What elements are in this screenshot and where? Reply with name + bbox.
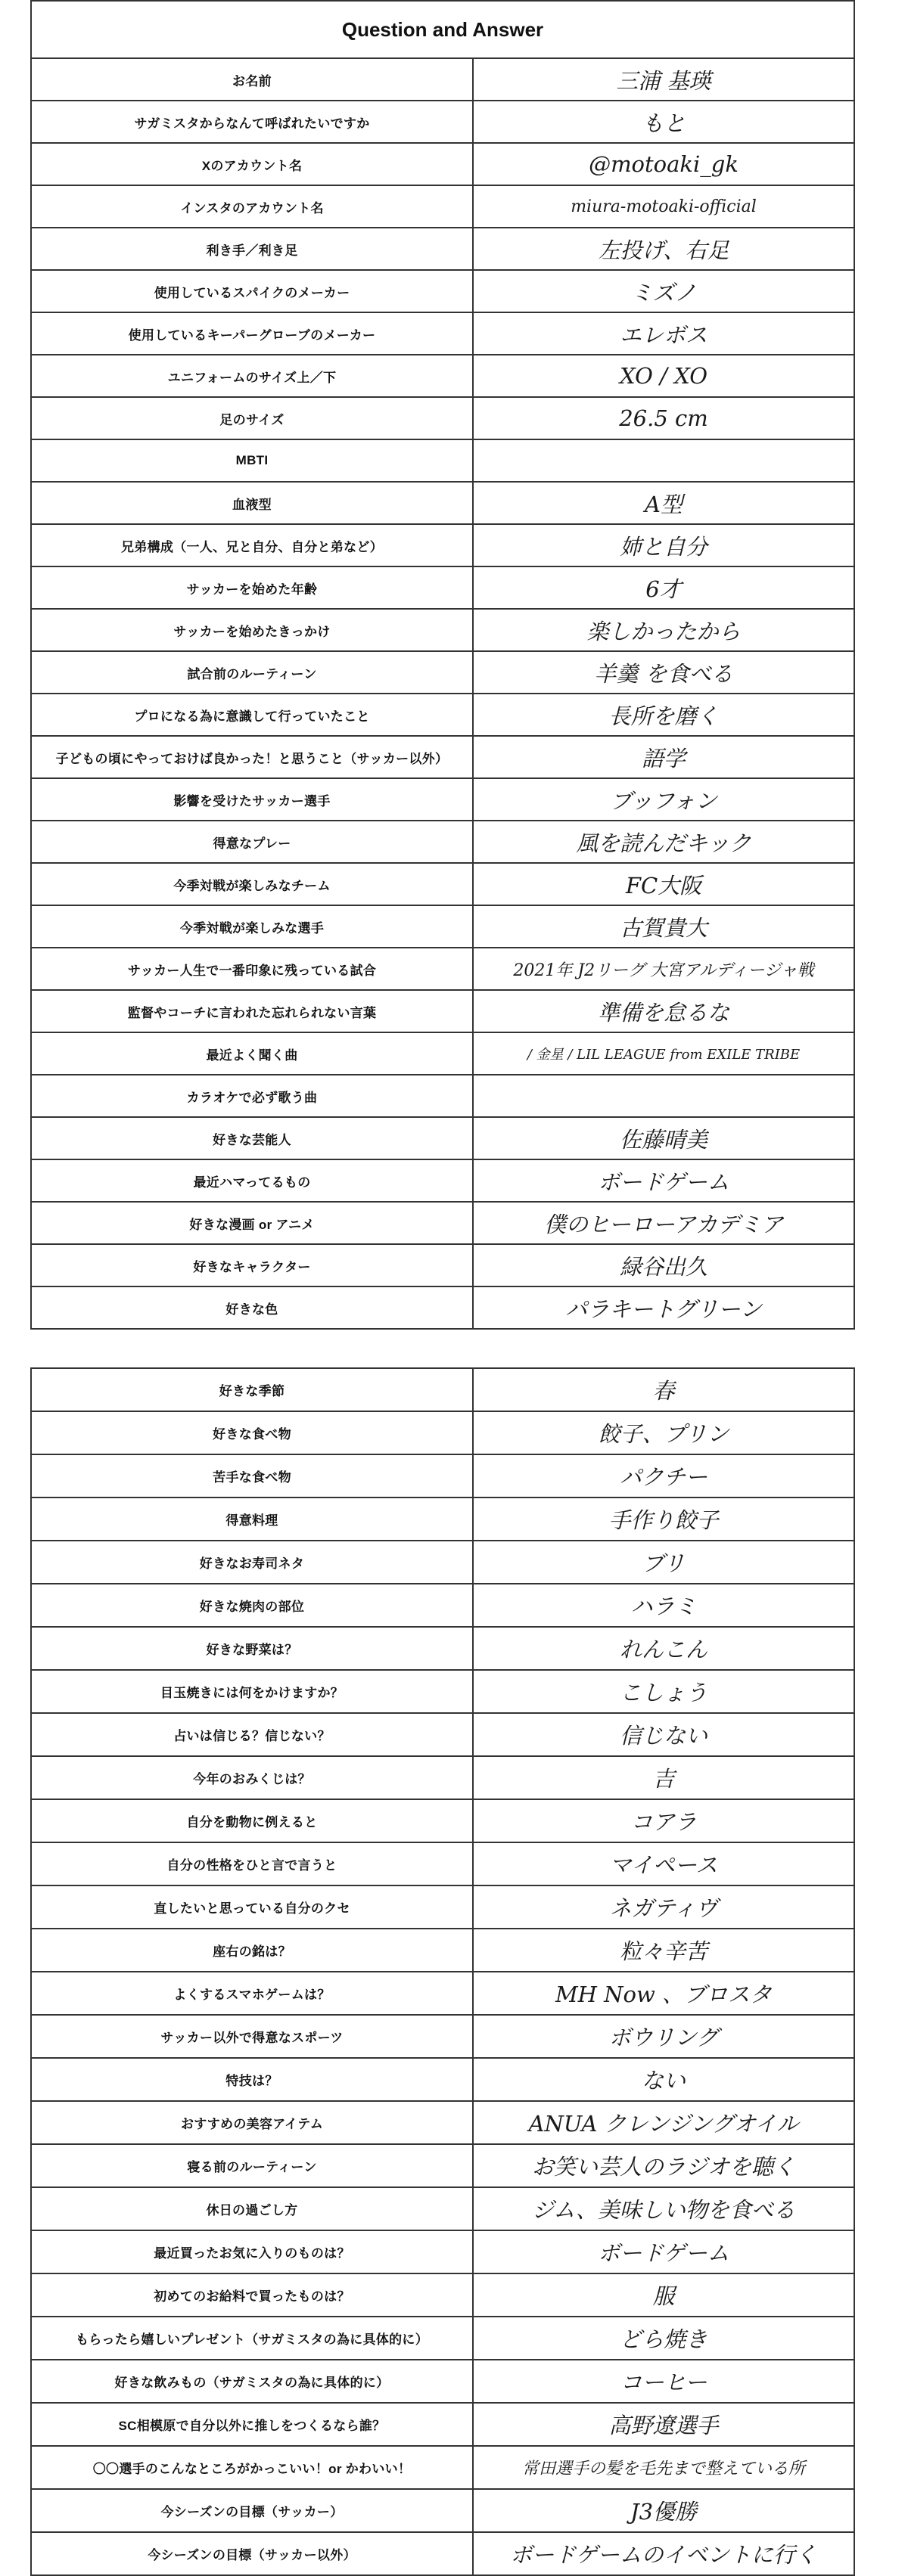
handwritten-answer: ジム、美味しい物を食べる bbox=[473, 2187, 854, 2230]
question-label: 寝る前のルーティーン bbox=[31, 2144, 473, 2187]
qa-row bbox=[31, 1713, 854, 1756]
question-label: 好きな食べ物 bbox=[31, 1411, 473, 1454]
handwritten-answer: FC大阪 bbox=[473, 863, 854, 905]
qa-row bbox=[31, 736, 854, 778]
handwritten-answer: 吉 bbox=[473, 1756, 854, 1799]
qa-row bbox=[31, 1627, 854, 1670]
question-label: 血液型 bbox=[31, 482, 473, 524]
qa-row bbox=[31, 2317, 854, 2360]
question-label: 好きなキャラクター bbox=[31, 1244, 473, 1286]
handwritten-answer: J3優勝 bbox=[473, 2489, 854, 2532]
handwritten-answer: 佐藤晴美 bbox=[473, 1117, 854, 1159]
question-label: プロになる為に意識して行っていたこと bbox=[31, 694, 473, 736]
handwritten-answer: ボウリング bbox=[473, 2015, 854, 2058]
handwritten-answer: miura-motoaki-official bbox=[473, 185, 854, 228]
sheet-title: Question and Answer bbox=[30, 0, 855, 57]
question-label: 利き手／利き足 bbox=[31, 228, 473, 270]
question-label: 占いは信じる？信じない？ bbox=[31, 1713, 473, 1756]
qa-row bbox=[31, 228, 854, 270]
handwritten-answer: パクチー bbox=[473, 1454, 854, 1497]
handwritten-answer: @motoaki_gk bbox=[473, 143, 854, 185]
handwritten-answer: 2021年 J2リーグ 大宮アルディージャ戦 bbox=[473, 948, 854, 990]
qa-row bbox=[31, 185, 854, 228]
qa-row bbox=[31, 863, 854, 905]
question-label: サッカーを始めたきっかけ bbox=[31, 609, 473, 651]
qa-row bbox=[31, 778, 854, 821]
question-label: 好きな焼肉の部位 bbox=[31, 1584, 473, 1627]
question-label: 〇〇選手のこんなところがかっこいい！or かわいい！ bbox=[31, 2446, 473, 2489]
question-label: 足のサイズ bbox=[31, 397, 473, 439]
qa-row bbox=[31, 143, 854, 185]
qa-row bbox=[31, 270, 854, 312]
question-label: 好きな芸能人 bbox=[31, 1117, 473, 1159]
qa-row bbox=[31, 2446, 854, 2489]
handwritten-answer: 羊羹 を食べる bbox=[473, 651, 854, 694]
qa-table-2 bbox=[30, 1367, 855, 2576]
qa-row bbox=[31, 101, 854, 143]
handwritten-answer: ボードゲームのイベントに行く bbox=[473, 2532, 854, 2575]
handwritten-answer: 高野遼選手 bbox=[473, 2403, 854, 2446]
qa-row bbox=[31, 2015, 854, 2058]
question-label: 得意料理 bbox=[31, 1497, 473, 1541]
qa-row bbox=[31, 990, 854, 1032]
handwritten-answer: 信じない bbox=[473, 1713, 854, 1756]
qa-row bbox=[31, 651, 854, 694]
question-label: サッカー人生で一番印象に残っている試合 bbox=[31, 948, 473, 990]
qa-row bbox=[31, 694, 854, 736]
qa-row bbox=[31, 524, 854, 566]
handwritten-answer: れんこん bbox=[473, 1627, 854, 1670]
question-label: 使用しているキーパーグローブのメーカー bbox=[31, 312, 473, 355]
qa-row bbox=[31, 905, 854, 948]
handwritten-answer: 粒々辛苦 bbox=[473, 1929, 854, 1972]
handwritten-answer: ミズノ bbox=[473, 270, 854, 312]
handwritten-answer: 春 bbox=[473, 1368, 854, 1411]
qa-row bbox=[31, 1756, 854, 1799]
qa-row bbox=[31, 1244, 854, 1286]
qa-row bbox=[31, 1885, 854, 1929]
question-label: 好きな季節 bbox=[31, 1368, 473, 1411]
question-label: 座右の銘は？ bbox=[31, 1929, 473, 1972]
handwritten-answer: MH Now 、ブロスタ bbox=[473, 1972, 854, 2015]
qa-row bbox=[31, 1454, 854, 1497]
handwritten-answer: お笑い芸人のラジオを聴く bbox=[473, 2144, 854, 2187]
handwritten-answer: 6才 bbox=[473, 566, 854, 609]
qa-row bbox=[31, 2532, 854, 2575]
question-label: 今シーズンの目標（サッカー以外） bbox=[31, 2532, 473, 2575]
handwritten-answer: 古賀貴大 bbox=[473, 905, 854, 948]
qa-row bbox=[31, 2489, 854, 2532]
question-label: 監督やコーチに言われた忘れられない言葉 bbox=[31, 990, 473, 1032]
qa-row bbox=[31, 1286, 854, 1329]
question-label: もらったら嬉しいプレゼント（サガミスタの為に具体的に） bbox=[31, 2317, 473, 2360]
handwritten-answer: 手作り餃子 bbox=[473, 1497, 854, 1541]
question-label: 得意なプレー bbox=[31, 821, 473, 863]
qa-row bbox=[31, 1929, 854, 1972]
handwritten-answer: 三浦 基瑛 bbox=[473, 58, 854, 101]
question-label: 最近よく聞く曲 bbox=[31, 1032, 473, 1075]
question-label: 自分の性格をひと言で言うと bbox=[31, 1842, 473, 1885]
handwritten-answer: ブリ bbox=[473, 1541, 854, 1584]
qa-row bbox=[31, 2101, 854, 2144]
qa-row bbox=[31, 397, 854, 439]
question-label: 今季対戦が楽しみなチーム bbox=[31, 863, 473, 905]
handwritten-answer: 緑谷出久 bbox=[473, 1244, 854, 1286]
qa-row bbox=[31, 1799, 854, 1842]
handwritten-answer: 26.5 cm bbox=[473, 397, 854, 439]
qa-row bbox=[31, 566, 854, 609]
question-label: 今年のおみくじは？ bbox=[31, 1756, 473, 1799]
qa-row bbox=[31, 1411, 854, 1454]
handwritten-answer: もと bbox=[473, 101, 854, 143]
handwritten-answer: 準備を怠るな bbox=[473, 990, 854, 1032]
question-label: 好きな野菜は？ bbox=[31, 1627, 473, 1670]
question-label: 好きな漫画 or アニメ bbox=[31, 1202, 473, 1244]
handwritten-answer: ボードゲーム bbox=[473, 1159, 854, 1202]
handwritten-answer: ブッフォン bbox=[473, 778, 854, 821]
qa-row bbox=[31, 312, 854, 355]
handwritten-answer: 楽しかったから bbox=[473, 609, 854, 651]
handwritten-answer: / 金星 / LIL LEAGUE from EXILE TRIBE bbox=[473, 1032, 854, 1075]
handwritten-answer: 左投げ、右足 bbox=[473, 228, 854, 270]
handwritten-answer: コアラ bbox=[473, 1799, 854, 1842]
qa-row bbox=[31, 58, 854, 101]
handwritten-answer: 常田選手の髪を毛先まで整えている所 bbox=[473, 2446, 854, 2489]
question-label: 今シーズンの目標（サッカー） bbox=[31, 2489, 473, 2532]
qa-row bbox=[31, 821, 854, 863]
handwritten-answer: ボードゲーム bbox=[473, 2230, 854, 2273]
question-label: サッカー以外で得意なスポーツ bbox=[31, 2015, 473, 2058]
qa-row bbox=[31, 1497, 854, 1541]
qa-row bbox=[31, 1075, 854, 1117]
question-label: 好きな飲みもの（サガミスタの為に具体的に） bbox=[31, 2360, 473, 2403]
qa-row bbox=[31, 2187, 854, 2230]
qa-row bbox=[31, 2230, 854, 2273]
question-label: 目玉焼きには何をかけますか？ bbox=[31, 1670, 473, 1713]
question-label: 影響を受けたサッカー選手 bbox=[31, 778, 473, 821]
question-label: サッカーを始めた年齢 bbox=[31, 566, 473, 609]
qa-row bbox=[31, 1541, 854, 1584]
question-label: おすすめの美容アイテム bbox=[31, 2101, 473, 2144]
question-label: 兄弟構成（一人、兄と自分、自分と弟など） bbox=[31, 524, 473, 566]
question-label: カラオケで必ず歌う曲 bbox=[31, 1075, 473, 1117]
question-label: サガミスタからなんて呼ばれたいですか bbox=[31, 101, 473, 143]
question-label: インスタのアカウント名 bbox=[31, 185, 473, 228]
question-label: 最近ハマってるもの bbox=[31, 1159, 473, 1202]
qa-row bbox=[31, 2403, 854, 2446]
qa-sheet-2 bbox=[30, 1367, 855, 2576]
qa-row bbox=[31, 482, 854, 524]
handwritten-answer: ない bbox=[473, 2058, 854, 2101]
handwritten-answer: ANUA クレンジングオイル bbox=[473, 2101, 854, 2144]
qa-row bbox=[31, 355, 854, 397]
qa-row bbox=[31, 2360, 854, 2403]
question-label: よくするスマホゲームは？ bbox=[31, 1972, 473, 2015]
qa-sheet-1 bbox=[30, 0, 855, 1330]
handwritten-answer bbox=[473, 439, 854, 482]
qa-row bbox=[31, 1032, 854, 1075]
question-label: 試合前のルーティーン bbox=[31, 651, 473, 694]
handwritten-answer: 風を読んだキック bbox=[473, 821, 854, 863]
question-label: お名前 bbox=[31, 58, 473, 101]
handwritten-answer: 餃子、プリン bbox=[473, 1411, 854, 1454]
question-label: 好きなお寿司ネタ bbox=[31, 1541, 473, 1584]
question-label: Xのアカウント名 bbox=[31, 143, 473, 185]
qa-row bbox=[31, 2058, 854, 2101]
question-label: SC相模原で自分以外に推しをつくるなら誰？ bbox=[31, 2403, 473, 2446]
handwritten-answer: 語学 bbox=[473, 736, 854, 778]
handwritten-answer: ハラミ bbox=[473, 1584, 854, 1627]
question-label: 今季対戦が楽しみな選手 bbox=[31, 905, 473, 948]
handwritten-answer: マイペース bbox=[473, 1842, 854, 1885]
qa-row bbox=[31, 2144, 854, 2187]
handwritten-answer: エレボス bbox=[473, 312, 854, 355]
handwritten-answer: A型 bbox=[473, 482, 854, 524]
handwritten-answer: こしょう bbox=[473, 1670, 854, 1713]
question-label: 初めてのお給料で買ったものは？ bbox=[31, 2273, 473, 2317]
qa-row bbox=[31, 1202, 854, 1244]
qa-row bbox=[31, 609, 854, 651]
qa-row bbox=[31, 439, 854, 482]
question-label: 最近買ったお気に入りのものは？ bbox=[31, 2230, 473, 2273]
question-label: 休日の過ごし方 bbox=[31, 2187, 473, 2230]
handwritten-answer bbox=[473, 1075, 854, 1117]
question-label: 直したいと思っている自分のクセ bbox=[31, 1885, 473, 1929]
qa-row bbox=[31, 948, 854, 990]
qa-row bbox=[31, 1368, 854, 1411]
qa-row bbox=[31, 1584, 854, 1627]
handwritten-answer: 服 bbox=[473, 2273, 854, 2317]
question-label: 子どもの頃にやっておけば良かった！と思うこと（サッカー以外） bbox=[31, 736, 473, 778]
handwritten-answer: 長所を磨く bbox=[473, 694, 854, 736]
question-label: ユニフォームのサイズ上／下 bbox=[31, 355, 473, 397]
question-label: MBTI bbox=[31, 439, 473, 482]
qa-table-1 bbox=[30, 57, 855, 1330]
qa-row bbox=[31, 1117, 854, 1159]
question-label: 好きな色 bbox=[31, 1286, 473, 1329]
handwritten-answer: どら焼き bbox=[473, 2317, 854, 2360]
qa-row bbox=[31, 1159, 854, 1202]
qa-row bbox=[31, 2273, 854, 2317]
qa-row bbox=[31, 1842, 854, 1885]
handwritten-answer: ネガティヴ bbox=[473, 1885, 854, 1929]
qa-row bbox=[31, 1972, 854, 2015]
handwritten-answer: XO / XO bbox=[473, 355, 854, 397]
question-label: 特技は？ bbox=[31, 2058, 473, 2101]
handwritten-answer: パラキートグリーン bbox=[473, 1286, 854, 1329]
handwritten-answer: 僕のヒーローアカデミア bbox=[473, 1202, 854, 1244]
handwritten-answer: コーヒー bbox=[473, 2360, 854, 2403]
qa-row bbox=[31, 1670, 854, 1713]
question-label: 使用しているスパイクのメーカー bbox=[31, 270, 473, 312]
question-label: 苦手な食べ物 bbox=[31, 1454, 473, 1497]
question-label: 自分を動物に例えると bbox=[31, 1799, 473, 1842]
handwritten-answer: 姉と自分 bbox=[473, 524, 854, 566]
